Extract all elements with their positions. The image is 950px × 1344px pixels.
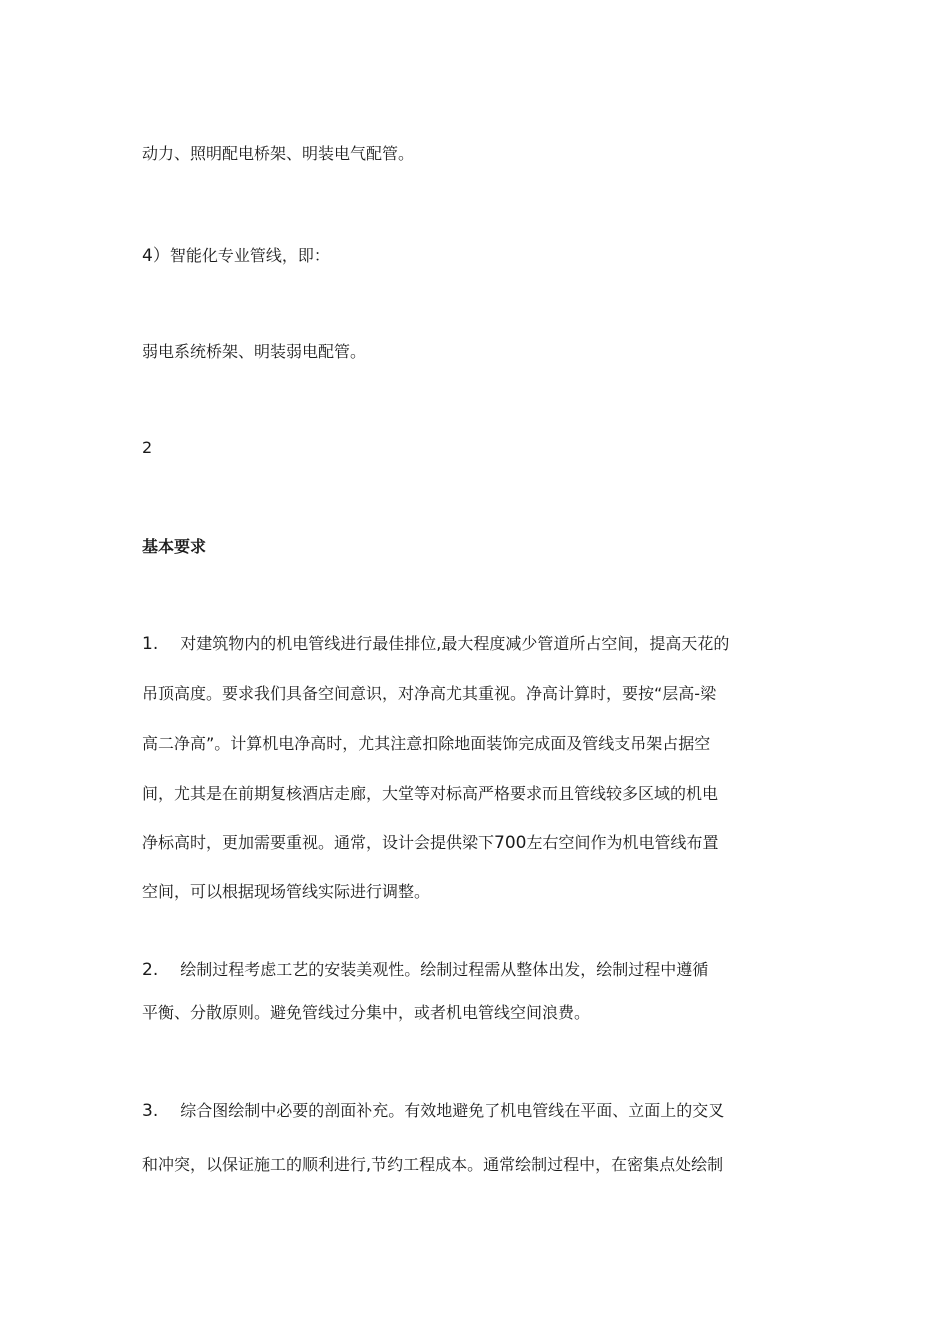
section-heading: 基本要求 — [142, 537, 207, 556]
list-item-1 — [142, 634, 729, 654]
list-item-2 — [142, 960, 708, 980]
list-text: 对建筑物内的机电管线进行最佳排位,最大程度减少管道所占空间，提高天花的 — [180, 634, 730, 653]
text-line: 平衡、分散原则。避免管线过分集中，或者机电管线空间浪费。 — [142, 1003, 591, 1022]
text-line: 空间，可以根据现场管线实际进行调整。 — [142, 882, 431, 901]
list-number: 4） — [142, 246, 170, 266]
list-number: 3. — [142, 1101, 159, 1121]
list-item-3 — [142, 1101, 724, 1121]
list-text: 绘制过程考虑工艺的安装美观性。绘制过程需从整体出发，绘制过程中遵循 — [180, 960, 709, 979]
list-item-4 — [142, 246, 330, 266]
text-line: 间，尤其是在前期复核酒店走廊，大堂等对标高严格要求而且管线较多区域的机电 — [142, 784, 719, 803]
text-line: 吊顶高度。要求我们具备空间意识，对净高尤其重视。净高计算时，要按“层高-梁 — [142, 684, 717, 703]
number-value: 700 — [494, 833, 527, 853]
text-line — [142, 833, 718, 853]
text-line: 动力、照明配电桥架、明装电气配管。 — [142, 144, 415, 163]
list-text: 综合图绘制中必要的剖面补充。有效地避免了机电管线在平面、立面上的交叉 — [180, 1101, 725, 1120]
list-text: 智能化专业管线，即： — [169, 246, 330, 265]
text-segment: 净标高时，更加需要重视。通常，设计会提供梁下 — [142, 833, 495, 852]
text-line: 和冲突，以保证施工的顺利进行,节约工程成本。通常绘制过程中，在密集点处绘制 — [142, 1155, 724, 1174]
list-number: 1. — [142, 634, 159, 654]
section-number: 2 — [142, 438, 153, 457]
list-number: 2. — [142, 960, 159, 980]
text-line: 弱电系统桥架、明装弱电配管。 — [142, 342, 367, 361]
text-segment: 左右空间作为机电管线布置 — [526, 833, 719, 852]
text-line: 高二净高”。计算机电净高时，尤其注意扣除地面装饰完成面及管线支吊架占据空 — [142, 734, 711, 753]
